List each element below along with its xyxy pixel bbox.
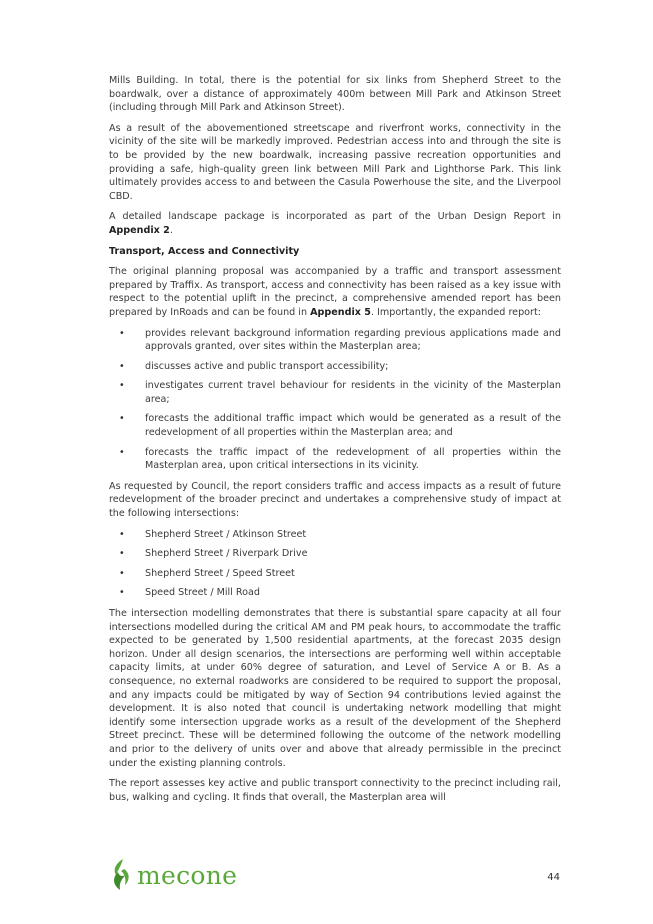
list-item: • forecasts the traffic impact of the redevelopment of all properties within the Masterplan area, upon critical intersections in its vicinity. — [109, 446, 561, 473]
list-item: • Shepherd Street / Riverpark Drive — [109, 547, 561, 561]
paragraph-links: Mills Building. In total, there is the potential for six links from Shepherd Street to the boardwalk, over a distance of approximately 400m between Mill Park and Atkinson Street (including through Mill Park and Atkinson Street). — [109, 75, 561, 114]
paragraph-connectivity: As a result of the abovementioned streetscape and riverfront works, connectivity in the vicinity of the site will be markedly improved. Pedestrian access into and through the site is to be provided by the new boardwalk, increasing passive recreation opportunities and providing a safe, high-quality green link between Mill Park and Lighthorse Park. This link ultimately provides access to and between the Casula Powerhouse the site, and the Liverpool CBD. — [109, 122, 561, 202]
paragraph-council-request: As requested by Council, the report considers traffic and access impacts as a result of future redevelopment of the broader precinct and undertakes a comprehensive study of impact at the following intersections: — [109, 480, 561, 520]
list-item: • discusses active and public transport accessibility; — [109, 360, 561, 374]
list-item: • Shepherd Street / Atkinson Street — [109, 528, 561, 542]
logo-wordmark: mecone — [137, 860, 238, 890]
paragraph-active-transport: The report assesses key active and public transport connectivity to the precinct including rail, bus, walking and cycling. It finds that overall, the Masterplan area will — [109, 778, 561, 803]
list-item: • Speed Street / Mill Road — [109, 586, 561, 600]
mecone-logo — [110, 858, 237, 892]
paragraph-intersection-modelling: The intersection modelling demonstrates that there is substantial spare capacity at all four intersections modelled during the critical AM and PM peak hours, to accommodate the traffic expected to be generated by 1,500 residential apartments, at the forecast 2035 design horizon. Under all design scenarios, the intersections are performing well within acceptable capacity limits, at under 60% degree of saturation, and Level of Service A or B. As a consequence, no external roadworks are considered to be required to support the proposal, and any impacts could be mitigated by way of Section 94 contributions levied against the development. It is also noted that council is undertaking network modelling that might identify some intersection upgrade works as a result of the development of the Shepherd Street precinct. These will be determined following the outcome of the network modelling and prior to the delivery of units over and above that already permissible in the precinct under the existing planning controls. — [109, 608, 561, 769]
paragraph-landscape-end: . — [169, 224, 173, 236]
list-item: • investigates current travel behaviour for residents in the vicinity of the Masterplan area; — [109, 379, 561, 406]
paragraph-original-proposal — [109, 265, 561, 319]
leaf-icon — [110, 858, 132, 892]
section-heading: Transport, Access and Connectivity — [109, 245, 300, 257]
paragraph-landscape-text: A detailed landscape package is incorporated as part of the Urban Design Report in — [109, 211, 561, 223]
appendix-2-reference: Appendix 2 — [109, 224, 170, 236]
list-item: • Shepherd Street / Speed Street — [109, 567, 561, 581]
page-number: 44 — [547, 872, 560, 883]
report-bullet-list — [109, 327, 561, 473]
list-item: • forecasts the additional traffic impact which would be generated as a result of the redevelopment of all properties within the Masterplan area; and — [109, 412, 561, 439]
appendix-5-reference: Appendix 5 — [310, 306, 371, 318]
intersection-list — [109, 528, 561, 600]
paragraph-original-proposal-text: The original planning proposal was accompanied by a traffic and transport assessment prepared by Traffix. As transport, access and connectivity has been raised as a key issue with respect to the potential uplift in the precinct, a comprehensive amended report has been prepared by InRoads and can be found in — [109, 266, 561, 318]
paragraph-landscape — [109, 210, 561, 237]
list-item: • provides relevant background information regarding previous applications made and approvals granted, over sites within the Masterplan area; — [109, 327, 561, 354]
document-body — [109, 74, 561, 811]
paragraph-original-proposal-end: . Importantly, the expanded report: — [370, 306, 541, 318]
